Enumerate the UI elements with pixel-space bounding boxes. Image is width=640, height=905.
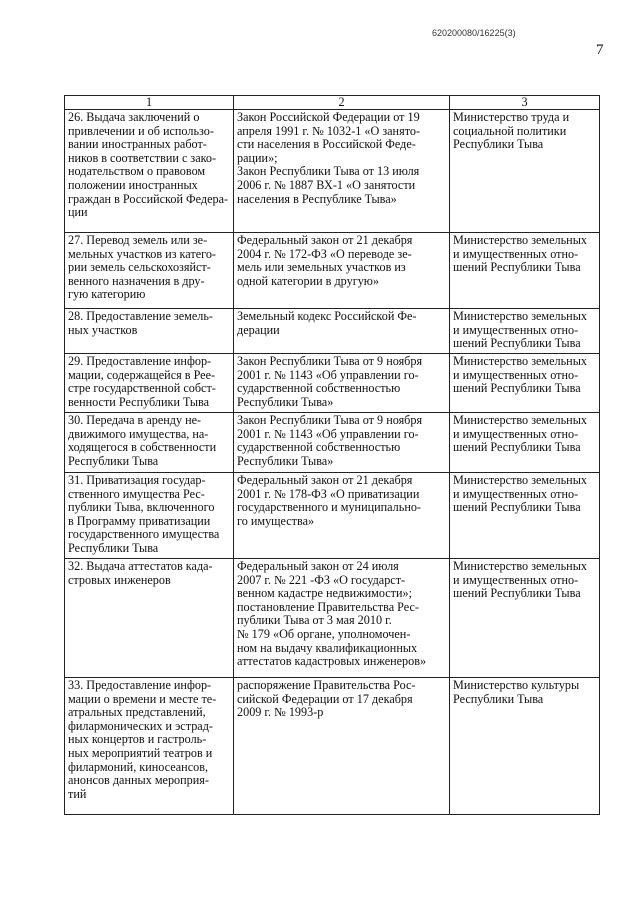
law-cell: Федеральный закон от 21 декабря 2001 г. № 178-ФЗ «О приватизации государственного и муниципально- го имущества» — [234, 473, 450, 559]
law-cell: Федеральный закон от 21 декабря 2004 г. № 172-ФЗ «О переводе зе- мель или земельных участков из одной категории в другую» — [234, 233, 450, 309]
law-cell: распоряжение Правительства Рос- сийской Федерации от 17 декабря 2009 г. № 1993-р — [234, 678, 450, 815]
services-table — [64, 95, 600, 815]
table-row — [65, 559, 600, 678]
service-cell: 32. Выдача аттестатов када- стровых инженеров — [65, 559, 234, 678]
page-number: 7 — [596, 42, 604, 58]
law-cell: Закон Республики Тыва от 9 ноября 2001 г. № 1143 «Об управлении го- сударственной собственностью Республики Тыва» — [234, 413, 450, 473]
document-code: 620200080/16225(3) — [432, 28, 516, 38]
ministry-cell: Министерство земельных и имущественных отно- шений Республики Тыва — [450, 413, 600, 473]
service-cell: 30. Передача в аренду не- движимого имущества, на- ходящегося в собственности Республики Тыва — [65, 413, 234, 473]
ministry-cell: Министерство земельных и имущественных отно- шений Республики Тыва — [450, 473, 600, 559]
service-cell: 26. Выдача заключений о привлечении и об использо- вании иностранных работ- ников в соответствии с зако- нодательством о правовом положении иностранных граждан в Российской Федера- ции — [65, 110, 234, 233]
ministry-cell: Министерство земельных и имущественных отно- шений Республики Тыва — [450, 233, 600, 309]
table-row — [65, 309, 600, 354]
ministry-cell: Министерство земельных и имущественных отно- шений Республики Тыва — [450, 559, 600, 678]
law-cell: Земельный кодекс Российской Фе- дерации — [234, 309, 450, 354]
service-cell: 33. Предоставление инфор- мации о времени и месте те- атральных представлений, филармонических и эстрад- ных концертов и гастроль- ных мероприятий театров и филармоний, киносеансов, анонсов данных мероприя- тий — [65, 678, 234, 815]
table-row — [65, 413, 600, 473]
ministry-cell: Министерство земельных и имущественных отно- шений Республики Тыва — [450, 354, 600, 413]
table-row — [65, 110, 600, 233]
table-row — [65, 473, 600, 559]
ministry-cell: Министерство земельных и имущественных отно- шений Республики Тыва — [450, 309, 600, 354]
table-row — [65, 678, 600, 815]
service-cell: 28. Предоставление земель- ных участков — [65, 309, 234, 354]
service-cell: 31. Приватизация государ- ственного имущества Рес- публики Тыва, включенного в Программу приватизации государственного имущества Республики Тыва — [65, 473, 234, 559]
law-cell: Закон Республики Тыва от 9 ноября 2001 г. № 1143 «Об управлении го- сударственной собственностью Республики Тыва» — [234, 354, 450, 413]
ministry-cell: Министерство культуры Республики Тыва — [450, 678, 600, 815]
column-header-3: 3 — [450, 96, 600, 110]
table-row — [65, 354, 600, 413]
column-header-1: 1 — [65, 96, 234, 110]
law-cell: Федеральный закон от 24 июля 2007 г. № 221 -ФЗ «О государст- венном кадастре недвижимости»; постановление Правительства Рес- публики Тыва от 3 мая 2010 г. № 179 «Об органе, уполномочен- ном на выдачу квалификационных аттестатов кадастровых инженеров» — [234, 559, 450, 678]
ministry-cell: Министерство труда и социальной политики Республики Тыва — [450, 110, 600, 233]
column-header-2: 2 — [234, 96, 450, 110]
service-cell: 29. Предоставление инфор- мации, содержащейся в Рее- стре государственной собст- венности Республики Тыва — [65, 354, 234, 413]
law-cell: Закон Российской Федерации от 19 апреля 1991 г. № 1032-1 «О занято- сти населения в Российской Феде- рации»; Закон Республики Тыва от 13 июля 2006 г. № 1887 ВХ-1 «О занятости населения в Республике Тыва» — [234, 110, 450, 233]
table-row — [65, 233, 600, 309]
service-cell: 27. Перевод земель или зе- мельных участков из катего- рии земель сельскохозяйст- венного назначения в дру- гую категорию — [65, 233, 234, 309]
table-header-row — [65, 96, 600, 110]
